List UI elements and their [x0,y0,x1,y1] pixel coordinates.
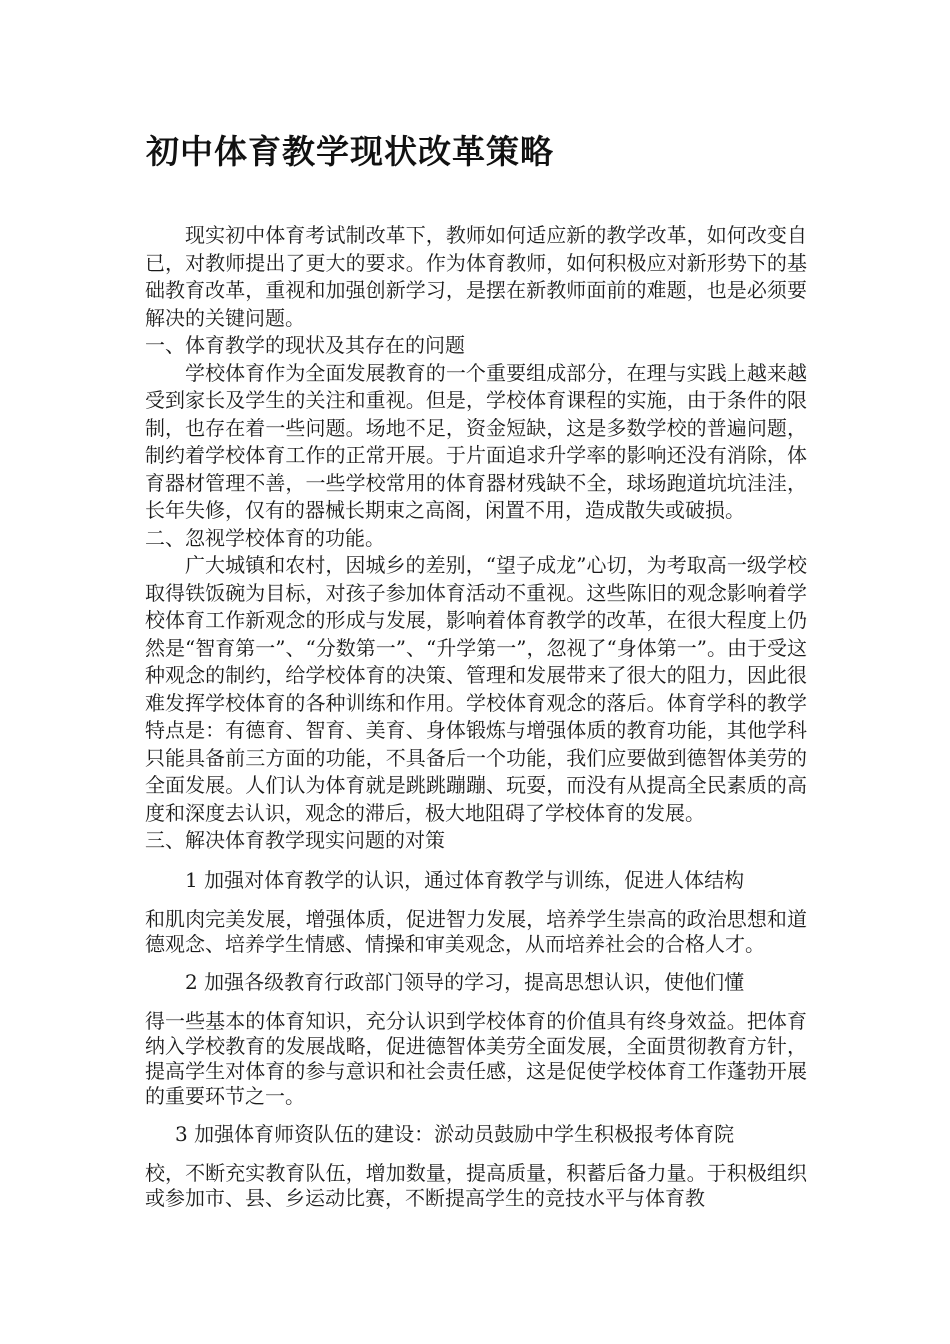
document-title: 初中体育教学现状改革策略 [146,132,554,171]
intro-paragraph: 现实初中体育考试制改革下，教师如何适应新的教学改革，如何改变自已，对教师提出了更大的要求。作为体育教师，如何积极应对新形势下的基础教育改革，重视和加强创新学习，是摆在新教师面前的难题，也是必须要解决的关键问题。 [145,223,807,330]
measure-item-3 [145,1122,807,1211]
measure-item-3-first-line: 3 加强体育师资队伍的建设：淤动员鼓励中学生积极报考体育院 [175,1121,735,1146]
section-1-paragraph: 学校体育作为全面发展教育的一个重要组成部分，在理与实践上越来越受到家长及学生的关注和重视。但是，学校体育课程的实施，由于条件的限制，也存在着一些问题。场地不足，资金短缺，这是多数学校的普遍问题，制约着学校体育工作的正常开展。于片面追求升学率的影响还没有消除，体育器材管理不善，一些学校常用的体育器材残缺不全，球场跑道坑坑洼洼，长年失修，仅有的器械长期束之高阁，闲置不用，造成散失或破损。 [145,360,807,522]
section-heading-2: 二、忽视学校体育的功能。 [145,525,385,550]
section-heading-1: 一、体育教学的现状及其存在的问题 [145,333,465,357]
measure-item-3-rest: 校，不断充实教育队伍，增加数量，提高质量，积蓄后备力量。于积极组织或参加市、县、乡运动比赛，不断提高学生的竞技水平与体育教 [145,1160,807,1210]
measure-item-2-first-line: 2 加强各级教育行政部门领导的学习，提高思想认识，使他们懂 [185,969,745,994]
section-2-paragraph: 广大城镇和农村，因城乡的差别，“望子成龙”心切，为考取高一级学校取得铁饭碗为目标，对孩子参加体育活动不重视。这些陈旧的观念影响着学校体育工作新观念的形成与发展，影响着体育教学的改革，在很大程度上仍然是“智育第一”、“分数第一”、“升学第一”，忽视了“身体第一”。由于受这种观念的制约，给学校体育的决策、管理和发展带来了很大的阻力，因此很难发挥学校体育的各种训练和作用。学校体育观念的落后。体育学科的教学特点是：有德育、智育、美育、身体锻炼与增强体质的教育功能，其他学科只能具备前三方面的功能，不具备后一个功能，我们应要做到德智体美劳的全面发展。人们认为体育就是跳跳蹦蹦、玩耍，而没有从提高全民素质的高度和深度去认识，观念的滞后，极大地阻碍了学校体育的发展。 [145,553,807,825]
section-heading-3: 三、解决体育教学现实问题的对策 [145,828,445,852]
measure-item-2 [145,970,807,1109]
document-body [145,222,807,1211]
measure-item-1 [145,868,807,957]
measure-item-1-first-line: 1 加强对体育教学的认识，通过体育教学与训练，促进人体结构 [185,867,745,892]
measure-item-1-rest: 和肌肉完美发展，增强体质，促进智力发展，培养学生崇高的政治思想和道德观念、培养学生情感、情操和审美观念，从而培养社会的合格人才。 [145,906,807,956]
measure-item-2-rest: 得一些基本的体育知识，充分认识到学校体育的价值具有终身效益。把体育纳入学校教育的发展战略，促进德智体美劳全面发展，全面贯彻教育方针，提高学生对体育的参与意识和社会责任感，这是促使学校体育工作蓬勃开展的重要环节之一。 [145,1008,807,1108]
